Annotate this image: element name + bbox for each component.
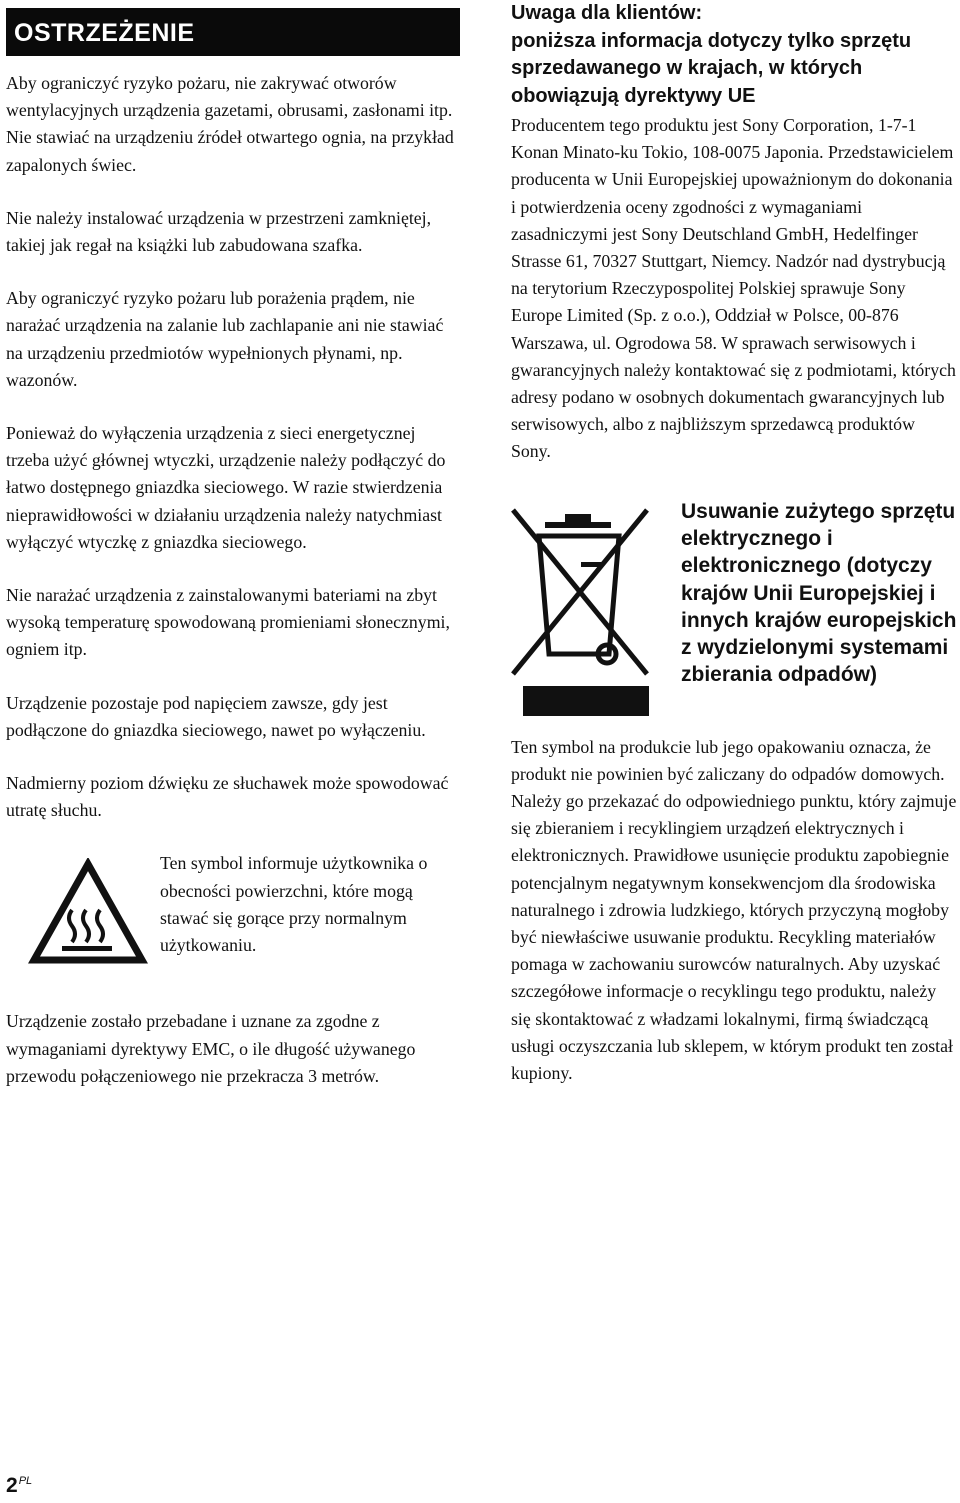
warning-paragraph-ventilation: Aby ograniczyć ryzyko pożaru, nie zakrywać otworów wentylacyjnych urządzenia gazetami, obrusami, zasłonami itp. Nie stawiać na urządzeniu źródeł otwartego ognia, na przykład zapalonych świec.: [6, 73, 454, 175]
eu-notice-title-line1: Uwaga dla klientów:: [511, 2, 703, 24]
emc-paragraph: Urządzenie zostało przebadane i uznane za zgodne z wymaganiami dyrektywy EMC, o ile długość używanego przewodu połączeniowego nie przekracza 3 metrów.: [6, 1011, 416, 1086]
page-number-value: 2: [6, 1474, 18, 1497]
hot-surface-text: Ten symbol informuje użytkownika o obecności powierzchni, które mogą stawać się gorące przy normalnym użytkowaniu.: [160, 853, 428, 956]
weee-section-header: [511, 492, 957, 734]
warning-header: OSTRZEŻENIE: [6, 8, 460, 56]
page-number: [6, 1474, 32, 1498]
warning-paragraph-installation: Nie należy instalować urządzenia w przestrzeni zamkniętej, takiej jak regał na książki lub zabudowana szafka.: [6, 207, 432, 256]
hot-surface-notice: [6, 850, 460, 1000]
warning-paragraph-hearing: Nadmierny poziom dźwięku ze słuchawek może spowodować utratę słuchu.: [6, 773, 449, 821]
right-column: [511, 0, 957, 1113]
weee-title: Usuwanie zużytego sprzętu elektrycznego i elektronicznego (dotyczy krajów Unii Europejskiej i innych krajów europejskich z wydzielonymi systemami zbierania odpadów): [681, 499, 957, 687]
warning-paragraph-power: Urządzenie pozostaje pod napięciem zawsze, gdy jest podłączone do gniazdka sieciowego, nawet po wyłączeniu.: [6, 692, 426, 740]
weee-body: Ten symbol na produkcie lub jego opakowaniu oznacza, że produkt nie powinien być zaliczany do odpadów domowych. Należy go przekazać do odpowiedniego punktu, który zajmuje się zbieraniem i recyklingiem urządzeń elektrycznych i elektronicznych. Prawidłowe usunięcie produktu zapobiegnie potencjalnym negatywnym konsekwencjom dla środowiska naturalnego i zdrowia ludzkiego, których przyczyną mogłoby być niewłaściwe usuwanie produktu. Recykling materiałów pomaga w zachowaniu surowców naturalnych. Aby uzyskać szczegółowe informacje o recyklingu tego produktu, należy się skontaktować z władzami lokalnymi, firmą świadczącą usługi oczyszczania lub sklepem, w którym produkt ten został kupiony.: [511, 736, 957, 1084]
left-column: [6, 8, 460, 1116]
eu-notice-title-line2: poniższa informacja dotyczy tylko sprzętu sprzedawanego w krajach, w których obowiązują dyrektywy UE: [511, 29, 912, 107]
hot-surface-warning-icon: [28, 858, 148, 968]
crossed-out-wheelie-bin-icon: [511, 504, 661, 719]
warning-paragraph-batteries: Nie narażać urządzenia z zainstalowanymi bateriami na zbyt wysoką temperaturę spowodowaną promieniami słonecznymi, ogniem itp.: [6, 585, 450, 660]
page-language-code: PL: [18, 1475, 33, 1487]
warning-paragraph-liquids: Aby ograniczyć ryzyko pożaru lub porażenia prądem, nie narażać urządzenia na zalanie lub zachlapanie ani nie stawiać na urządzeniu przedmiotów wypełnionych płynami, np. wazonów.: [6, 288, 444, 390]
eu-notice-body: Producentem tego produktu jest Sony Corporation, 1-7-1 Konan Minato-ku Tokio, 108-0075 Japonia. Przedstawicielem producenta w Unii Europejskiej upoważnionym do dokonania i potwierdzenia oceny zgodności z wymaganiami zasadniczymi jest Sony Deutschland GmbH, Hedelfinger Strasse 61, 70327 Stuttgart, Niemcy. Nadzór nad dystrybucją na terytorium Rzeczypospolitej Polskiej sprawuje Sony Europe Limited (Sp. z o.o.), Oddział w Polsce, 00-876 Warszawa, ul. Ogrodowa 58. W sprawach serwisowych i gwarancyjnych należy kontaktować się z podmiotami, których adresy podano w osobnych dokumentach gwarancyjnych lub serwisowych, albo z najbliższym sprzedawcą produktów Sony.: [511, 115, 956, 462]
warning-paragraph-mains-plug: Ponieważ do wyłączenia urządzenia z sieci energetycznej trzeba użyć głównej wtyczki, urządzenie należy podłączyć do łatwo dostępnego gniazdka sieciowego. W razie stwierdzenia nieprawidłowości w działaniu urządzenia należy natychmiast wyłączyć wtyczkę z gniazdka sieciowego.: [6, 423, 446, 552]
eu-notice-title: [511, 0, 957, 110]
